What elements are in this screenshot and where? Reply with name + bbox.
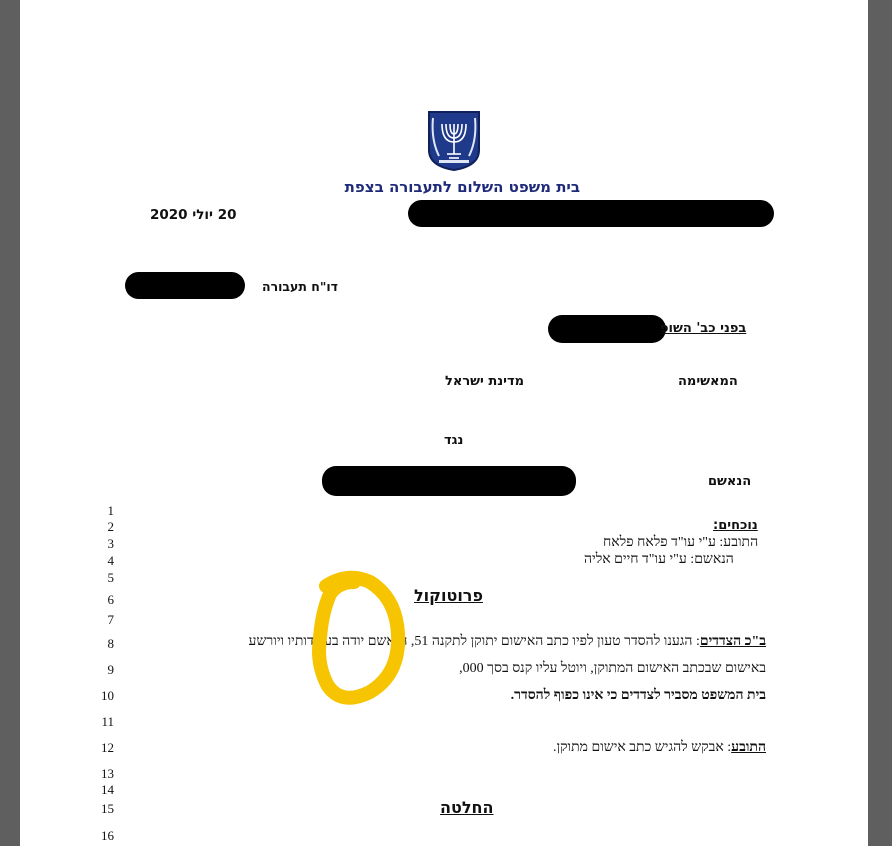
present-defendant: הנאשם: ע"י עו"ד חיים אליה [584,552,734,567]
present-label: נוכחים: [713,518,758,533]
hearing-date: 20 יולי 2020 [150,207,237,223]
defendant-label: הנאשם [708,474,752,489]
present-prosecutor: התובע: ע"י עו"ד פלאח פלאח [603,535,759,550]
court-name: בית משפט השלום לתעבורה בצפת [344,178,580,196]
parties-statement [248,634,766,650]
line-number: 16 [101,828,114,843]
line-number: 5 [107,570,114,585]
redaction-defendant-name [322,466,576,496]
prosecutor-request [490,740,766,756]
line-number: 2 [107,519,114,534]
judge-line: בפני כב' השופ [660,321,747,336]
document-page [20,0,868,846]
parties-label: ב"כ הצדדים [699,634,766,649]
prosecution-label: המאשימה [678,374,738,389]
line-number: 13 [101,766,114,781]
state-emblem-menorah-icon [425,110,483,172]
line-number: 7 [107,612,114,627]
line-number: 6 [107,592,114,607]
versus-label: נגד [444,433,464,448]
line-number: 8 [107,636,114,651]
decision-title: החלטה [440,798,494,817]
parties-text: : הגענו להסדר טעון לפיו כתב האישום יתוקן לתקנה 51, הנאשם יודה בעובדותיו ויורשע [248,634,700,649]
line-number: 9 [107,662,114,677]
line-number: 10 [101,688,114,703]
line-number: 4 [107,553,114,568]
line-number: 12 [101,740,114,755]
redaction-case-header [408,200,774,227]
line-number: 15 [101,801,114,816]
redaction-case-number [125,272,245,299]
line-number: 14 [101,782,114,797]
line-number: 11 [101,714,114,729]
line-number: 1 [107,503,114,518]
case-label: דו"ח תעבורה [262,279,338,294]
line-number: 3 [107,536,114,551]
redaction-judge-name [548,315,666,343]
prosecution-name: מדינת ישראל [445,374,525,389]
court-notice: בית המשפט מסביר לצדדים כי אינו כפוף להסדר. [510,688,766,703]
prosecutor-label: התובע [731,740,766,755]
protocol-title: פרוטוקול [414,586,483,605]
prosecutor-text: : אבקש להגיש כתב אישום מתוקן. [552,740,732,755]
plea-terms: באישום שבכתב האישום המתוקן, ויוטל עליו קנס בסך 000, [459,661,766,676]
